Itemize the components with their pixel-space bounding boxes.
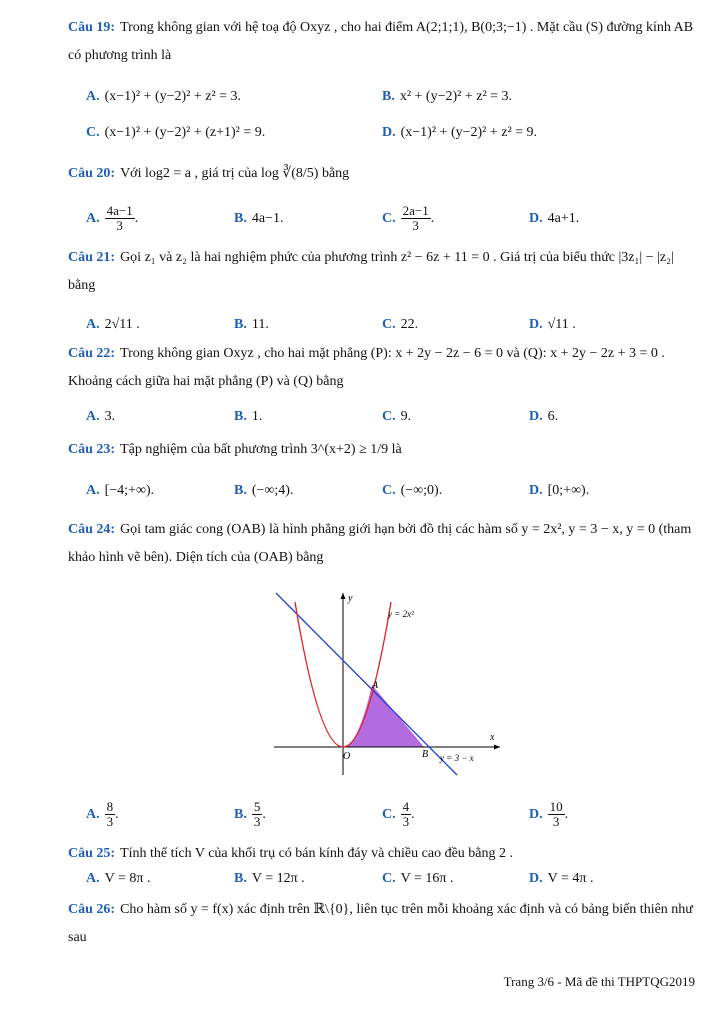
option-c[interactable]: C. $\frac{4}{3}$ . [382, 799, 415, 830]
origin-label: O [343, 751, 351, 762]
option-c[interactable]: C. $\frac{2a-1}{3}$ . [382, 203, 435, 234]
y-axis-arrow [341, 593, 346, 599]
question-21: Câu 21: Gọi z₁ và z₂ là hai nghiệm phức của phương trình z² − 6z + 11 = 0 . Giá trị của biểu thức |3z₁| − |z₂| bằng [68, 250, 674, 293]
question-22: Câu 22: Trong không gian Oxyz , cho hai mặt phẳng (P): x + 2y − 2z − 6 = 0 và (Q): x + 2y − 2z + 3 = 0 . Khoảng cách giữa hai mặt phẳng (P) và (Q) bằng [68, 346, 665, 389]
question-24: Câu 24: Gọi tam giác cong (OAB) là hình phẳng giới hạn bởi đồ thị các hàm số y = 2x², y = 3 − x, y = 0 (tham khảo hình vẽ bên). Diện tích của (OAB) bằng [68, 522, 692, 565]
question-text: Cho hàm số y = f(x) xác định trên ℝ\{0}, liên tục trên mỗi khoảng xác định và có bảng biến thiên như sau [68, 902, 693, 945]
option-b[interactable]: B. $\frac{5}{3}$ . [234, 799, 266, 830]
option-a[interactable]: A. 2√11 . [86, 317, 140, 332]
curve-label: y = 2x² [388, 609, 414, 619]
page-footer: Trang 3/6 - Mã đề thi THPTQG2019 [503, 974, 695, 989]
question-text: Gọi tam giác cong (OAB) là hình phẳng giới hạn bởi đồ thị các hàm số y = 2x², y = 3 − x, y = 0 (tham khảo hình vẽ bên). Diện tích của (OAB) bằng [68, 522, 692, 565]
x-axis-arrow [494, 745, 500, 750]
options-20 [86, 204, 696, 234]
options-22 [86, 402, 696, 432]
option-d[interactable]: D. √11 . [529, 317, 576, 332]
option-a[interactable]: A. $\frac{4a-1}{3}$ . [86, 203, 139, 234]
question-26: Câu 26: Cho hàm số y = f(x) xác định trên ℝ\{0}, liên tục trên mỗi khoảng xác định và có bảng biến thiên như sau [68, 902, 693, 945]
question-23: Câu 23: Tập nghiệm của bất phương trình 3^(x+2) ≥ 1/9 là [68, 442, 402, 457]
option-c[interactable]: C. (−∞;0). [382, 483, 443, 498]
x-axis-label: x [490, 732, 495, 743]
line-y-3-minus-x [276, 593, 457, 775]
question-text: Tập nghiệm của bất phương trình 3^(x+2) ≥ 1/9 là [120, 442, 402, 457]
option-c[interactable]: C. (x−1)² + (y−2)² + (z+1)² = 9. [86, 125, 266, 140]
option-b[interactable]: B. 11. [234, 317, 269, 332]
option-a[interactable]: A. V = 8π . [86, 871, 151, 886]
option-d[interactable]: D. 4a+1. [529, 211, 580, 226]
option-a[interactable]: A. $\frac{8}{3}$ . [86, 799, 119, 830]
question-text: Trong không gian với hệ toạ độ Oxyz , cho hai điểm A(2;1;1), B(0;3;−1) . Mặt cầu (S) đường kính AB có phương trình là [68, 20, 694, 63]
option-c[interactable]: C. V = 16π . [382, 871, 454, 886]
y-axis-label: y [348, 593, 353, 604]
option-a[interactable]: A. [−4;+∞). [86, 483, 155, 498]
option-a[interactable]: A. 3. [86, 409, 116, 424]
question-text: Với log2 = a , giá trị của log ∛(8/5) bằng [120, 166, 350, 181]
question-text: Tính thể tích V của khối trụ có bán kính đáy và chiều cao đều bằng 2 . [120, 846, 513, 861]
point-a-label: A [372, 680, 379, 691]
option-d[interactable]: D. $\frac{10}{3}$ . [529, 799, 569, 830]
option-d[interactable]: D. [0;+∞). [529, 483, 590, 498]
options-19-row1 [86, 82, 696, 112]
question-label: Câu 19: [68, 20, 116, 35]
question-20: Câu 20: Với log2 = a , giá trị của log ∛(8/5) bằng [68, 166, 350, 181]
option-b[interactable]: B. 1. [234, 409, 263, 424]
question-25: Câu 25: Tính thể tích V của khối trụ có bán kính đáy và chiều cao đều bằng 2 . [68, 846, 513, 861]
question-19 [68, 14, 695, 70]
options-21 [86, 310, 696, 340]
option-d[interactable]: D. V = 4π . [529, 871, 594, 886]
option-b[interactable]: B. (−∞;4). [234, 483, 294, 498]
point-b-label: B [422, 749, 429, 760]
option-d[interactable]: D. 6. [529, 409, 559, 424]
question-text: Gọi z₁ và z₂ là hai nghiệm phức của phương trình z² − 6z + 11 = 0 . Giá trị của biểu thức |3z₁| − |z₂| bằng [68, 250, 674, 293]
option-c[interactable]: C. 22. [382, 317, 419, 332]
options-23 [86, 476, 696, 506]
options-19-row2 [86, 118, 696, 148]
options-25 [86, 864, 696, 894]
option-b[interactable]: B. x² + (y−2)² + z² = 3. [382, 89, 513, 104]
question-text: Trong không gian Oxyz , cho hai mặt phẳng (P): x + 2y − 2z − 6 = 0 và (Q): x + 2y − 2z + 3 = 0 . Khoảng cách giữa hai mặt phẳng (P) và (Q) bằng [68, 346, 665, 389]
option-a[interactable]: A. (x−1)² + (y−2)² + z² = 3. [86, 89, 242, 104]
option-c[interactable]: C. 9. [382, 409, 412, 424]
area-figure [268, 585, 508, 780]
option-b[interactable]: B. 4a−1. [234, 211, 284, 226]
line-label: y = 3 − x [440, 753, 474, 763]
option-b[interactable]: B. V = 12π . [234, 871, 305, 886]
options-24 [86, 800, 696, 830]
option-d[interactable]: D. (x−1)² + (y−2)² + z² = 9. [382, 125, 538, 140]
